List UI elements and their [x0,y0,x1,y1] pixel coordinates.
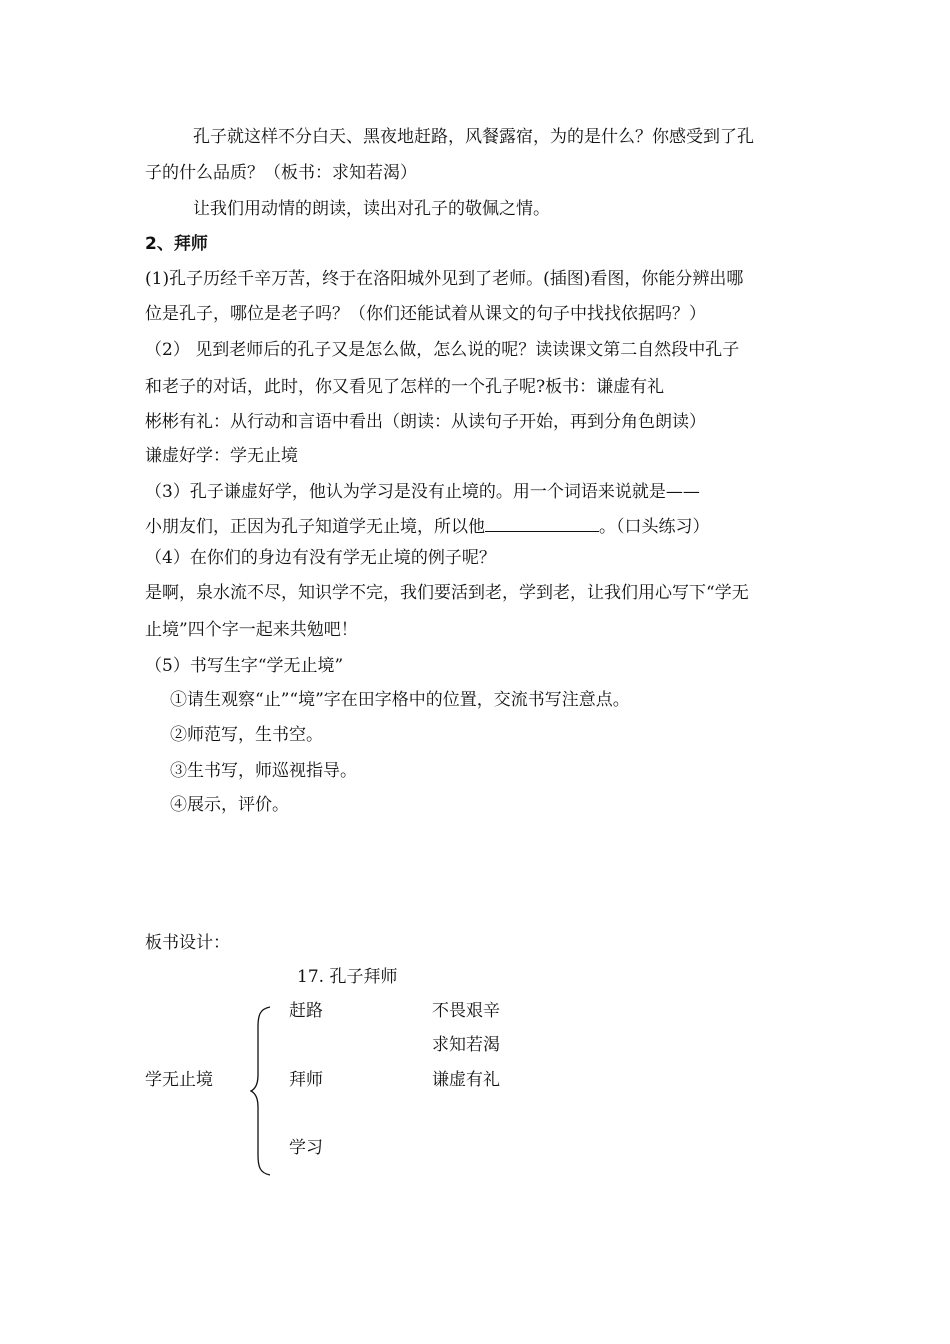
paragraph-line: 是啊，泉水流不尽，知识学不完，我们要活到老，学到老，让我们用心写下“学无 [145,583,749,603]
paragraph-line: 和老子的对话，此时，你又看见了怎样的一个孔子呢?板书：谦虚有礼 [145,377,665,397]
paragraph-line: （3）孔子谦虚好学，他认为学习是没有止境的。用一个词语来说就是—— [145,482,700,502]
board-label: 板书设计： [145,933,230,953]
board-quality: 求知若渴 [432,1035,500,1055]
board-quality: 谦虚有礼 [432,1070,500,1090]
paragraph-line: 彬彬有礼：从行动和言语中看出（朗读：从读句子开始，再到分角色朗读） [145,412,706,432]
fill-in-blank [485,513,599,532]
step-item: ③生书写，师巡视指导。 [170,761,357,781]
paragraph-line: 位是孔子，哪位是老子吗？（你们还能试着从课文的句子中找找依据吗？） [145,304,706,324]
paragraph-line: （2） 见到老师后的孔子又是怎么做，怎么说的呢？读读课文第二自然段中孔子 [145,340,740,360]
board-stage: 赶路 [289,1001,323,1021]
paragraph-line: 谦虚好学：学无止境 [145,446,298,466]
paragraph-line: （4）在你们的身边有没有学无止境的例子呢？ [145,548,496,568]
board-theme: 学无止境 [145,1070,213,1090]
fill-in-suffix: 。（口头练习） [599,517,710,537]
board-stage: 拜师 [289,1070,323,1090]
step-item: ②师范写，生书空。 [170,725,323,745]
board-quality: 不畏艰辛 [432,1001,500,1021]
paragraph-line: （5）书写生字“学无止境” [145,656,344,676]
step-item: ①请生观察“止”“境”字在田字格中的位置，交流书写注意点。 [170,690,630,710]
board-stage: 学习 [289,1138,323,1158]
board-title: 17. 孔子拜师 [297,967,398,987]
fill-in-prefix: 小朋友们，正因为孔子知道学无止境，所以他 [145,517,485,537]
paragraph-line: 止境”四个字一起来共勉吧！ [145,620,358,640]
curly-brace-icon [250,1005,272,1177]
paragraph-line: 孔子就这样不分白天、黑夜地赶路，风餐露宿，为的是什么？你感受到了孔 [193,127,754,147]
paragraph-line: (1)孔子历经千辛万苦，终于在洛阳城外见到了老师。(插图)看图，你能分辨出哪 [145,269,744,289]
step-item: ④展示，评价。 [170,795,289,815]
fill-in-line [145,513,710,539]
section-heading: 2、拜师 [145,234,208,254]
paragraph-line: 子的什么品质？（板书：求知若渴） [145,163,417,183]
paragraph-line: 让我们用动情的朗读，读出对孔子的敬佩之情。 [193,199,550,219]
